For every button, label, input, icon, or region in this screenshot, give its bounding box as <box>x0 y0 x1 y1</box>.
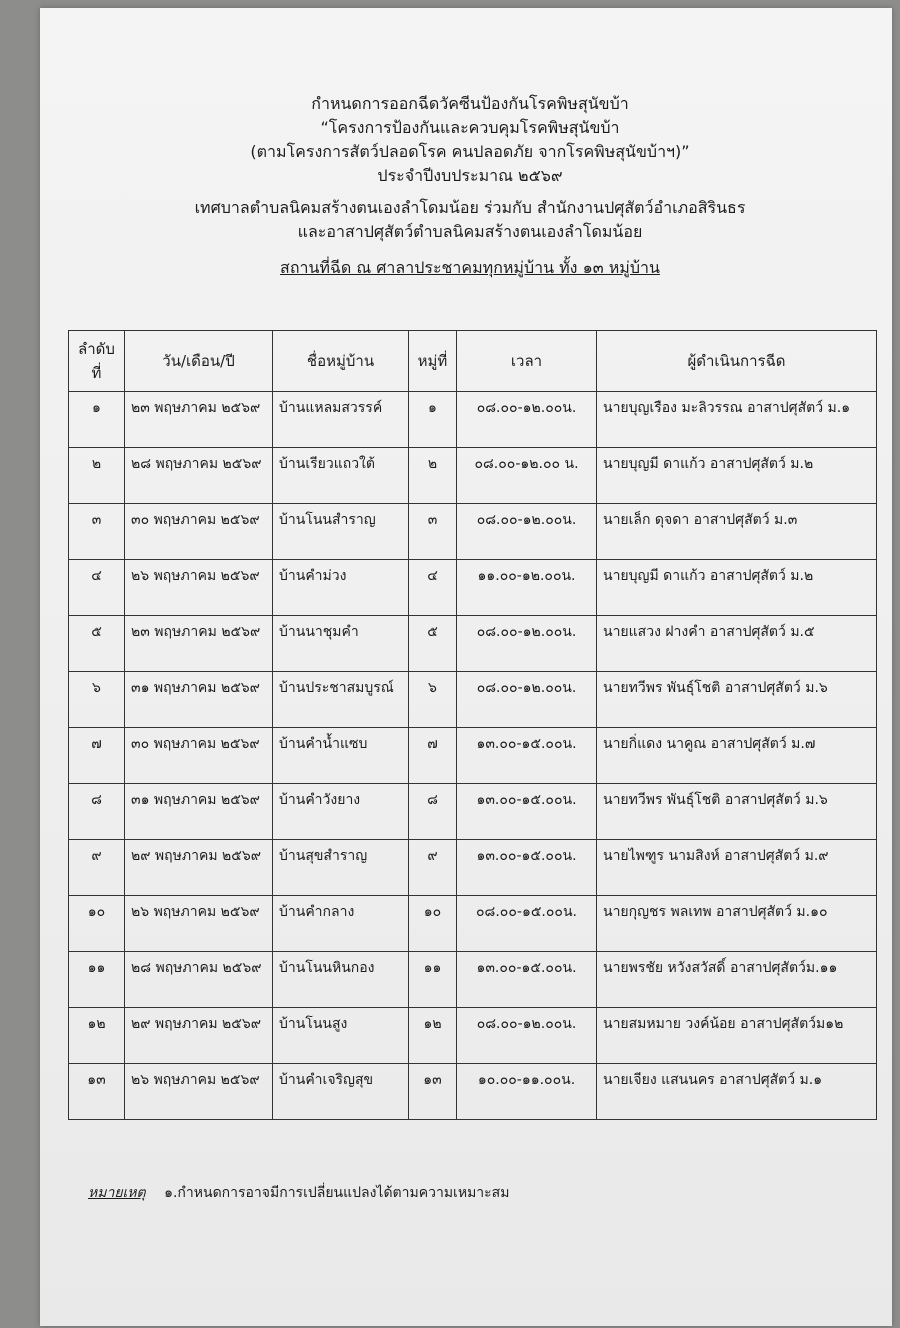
column-header-moo: หมู่ที่ <box>409 331 457 392</box>
cell-operator: นายสมหมาย วงค์น้อย อาสาปศุสัตว์ม๑๒ <box>597 1008 877 1064</box>
remark-text: ๑.กำหนดการอาจมีการเปลี่ยนแปลงได้ตามความเหมาะสม <box>164 1185 510 1201</box>
cell-date: ๒๓ พฤษภาคม ๒๕๖๙ <box>125 616 273 672</box>
document-header <box>150 92 790 280</box>
table-row <box>69 560 877 616</box>
cell-moo: ๑๒ <box>409 1008 457 1064</box>
cell-order: ๑๒ <box>69 1008 125 1064</box>
title-line: กำหนดการออกฉีดวัคซีนป้องกันโรคพิษสุนัขบ้า <box>311 94 629 113</box>
remark-label: หมายเหตุ <box>88 1185 146 1201</box>
cell-village: บ้านคำกลาง <box>273 896 409 952</box>
table-row <box>69 616 877 672</box>
cell-village: บ้านคำน้ำแซบ <box>273 728 409 784</box>
cell-time: ๐๘.๐๐-๑๒.๐๐ น. <box>457 448 597 504</box>
cell-village: บ้านโนนสำราญ <box>273 504 409 560</box>
cell-time: ๐๘.๐๐-๑๕.๐๐น. <box>457 896 597 952</box>
cell-time: ๑๓.๐๐-๑๕.๐๐น. <box>457 952 597 1008</box>
cell-operator: นายบุญมี ดาแก้ว อาสาปศุสัตว์ ม.๒ <box>597 448 877 504</box>
cell-operator: นายเล็ก ดุจดา อาสาปศุสัตว์ ม.๓ <box>597 504 877 560</box>
cell-time: ๑๐.๐๐-๑๑.๐๐น. <box>457 1064 597 1120</box>
cell-operator: นายแสวง ฝางคำ อาสาปศุสัตว์ ม.๕ <box>597 616 877 672</box>
column-header-order: ลำดับที่ <box>69 331 125 392</box>
cell-village: บ้านนาชุมคำ <box>273 616 409 672</box>
cell-date: ๓๑ พฤษภาคม ๒๕๖๙ <box>125 672 273 728</box>
cell-order: ๗ <box>69 728 125 784</box>
cell-operator: นายไพฑูร นามสิงห์ อาสาปศุสัตว์ ม.๙ <box>597 840 877 896</box>
cell-village: บ้านโนนสูง <box>273 1008 409 1064</box>
cell-order: ๔ <box>69 560 125 616</box>
organizer-subline: และอาสาปศุสัตว์ตำบลนิคมสร้างตนเองลำโดมน้อย <box>297 222 643 241</box>
cell-moo: ๕ <box>409 616 457 672</box>
cell-village: บ้านคำม่วง <box>273 560 409 616</box>
cell-moo: ๒ <box>409 448 457 504</box>
cell-date: ๒๙ พฤษภาคม ๒๕๖๙ <box>125 840 273 896</box>
cell-moo: ๑๐ <box>409 896 457 952</box>
cell-date: ๓๐ พฤษภาคม ๒๕๖๙ <box>125 728 273 784</box>
cell-order: ๘ <box>69 784 125 840</box>
table-row <box>69 952 877 1008</box>
cell-village: บ้านสุขสำราญ <box>273 840 409 896</box>
cell-time: ๐๘.๐๐-๑๒.๐๐น. <box>457 1008 597 1064</box>
remark <box>88 1182 509 1204</box>
cell-village: บ้านประชาสมบูรณ์ <box>273 672 409 728</box>
cell-moo: ๓ <box>409 504 457 560</box>
cell-order: ๖ <box>69 672 125 728</box>
cell-order: ๓ <box>69 504 125 560</box>
cell-moo: ๑๓ <box>409 1064 457 1120</box>
cell-time: ๐๘.๐๐-๑๒.๐๐น. <box>457 616 597 672</box>
cell-date: ๒๘ พฤษภาคม ๒๕๖๙ <box>125 448 273 504</box>
cell-village: บ้านโนนหินกอง <box>273 952 409 1008</box>
cell-date: ๒๘ พฤษภาคม ๒๕๖๙ <box>125 952 273 1008</box>
cell-order: ๒ <box>69 448 125 504</box>
cell-operator: นายกิ่แดง นาคูณ อาสาปศุสัตว์ ม.๗ <box>597 728 877 784</box>
column-header-time: เวลา <box>457 331 597 392</box>
cell-time: ๑๑.๐๐-๑๒.๐๐น. <box>457 560 597 616</box>
cell-moo: ๔ <box>409 560 457 616</box>
fiscal-year-line: ประจำปีงบประมาณ ๒๕๖๙ <box>377 166 563 185</box>
cell-order: ๑ <box>69 392 125 448</box>
organizer-line: เทศบาลตำบลนิคมสร้างตนเองลำโดมน้อย ร่วมกับ สำนักงานปศุสัตว์อำเภอสิรินธร <box>194 198 746 217</box>
cell-order: ๙ <box>69 840 125 896</box>
cell-moo: ๘ <box>409 784 457 840</box>
cell-moo: ๑ <box>409 392 457 448</box>
cell-moo: ๖ <box>409 672 457 728</box>
table-row <box>69 448 877 504</box>
cell-time: ๑๓.๐๐-๑๕.๐๐น. <box>457 728 597 784</box>
cell-order: ๕ <box>69 616 125 672</box>
cell-moo: ๑๑ <box>409 952 457 1008</box>
project-line: “โครงการป้องกันและควบคุมโรคพิษสุนัขบ้า <box>320 118 620 137</box>
table-header-row <box>69 331 877 392</box>
cell-moo: ๙ <box>409 840 457 896</box>
cell-date: ๒๖ พฤษภาคม ๒๕๖๙ <box>125 1064 273 1120</box>
cell-date: ๒๖ พฤษภาคม ๒๕๖๙ <box>125 560 273 616</box>
cell-date: ๒๖ พฤษภาคม ๒๕๖๙ <box>125 896 273 952</box>
cell-moo: ๗ <box>409 728 457 784</box>
table-row <box>69 784 877 840</box>
cell-operator: นายพรชัย หวังสวัสดิ์ อาสาปศุสัตว์ม.๑๑ <box>597 952 877 1008</box>
cell-time: ๐๘.๐๐-๑๒.๐๐น. <box>457 392 597 448</box>
cell-time: ๑๓.๐๐-๑๕.๐๐น. <box>457 784 597 840</box>
table-row <box>69 728 877 784</box>
cell-order: ๑๓ <box>69 1064 125 1120</box>
table-row <box>69 672 877 728</box>
cell-village: บ้านคำเจริญสุข <box>273 1064 409 1120</box>
cell-operator: นายเจียง แสนนคร อาสาปศุสัตว์ ม.๑ <box>597 1064 877 1120</box>
cell-village: บ้านเรียวแถวใต้ <box>273 448 409 504</box>
table-row <box>69 896 877 952</box>
schedule-table <box>68 330 877 1120</box>
cell-operator: นายทวีพร พันธุ์โชติ อาสาปศุสัตว์ ม.๖ <box>597 784 877 840</box>
cell-village: บ้านแหลมสวรรค์ <box>273 392 409 448</box>
project-subline: (ตามโครงการสัตว์ปลอดโรค คนปลอดภัย จากโรคพิษสุนัขบ้าฯ)” <box>250 142 690 161</box>
cell-date: ๒๓ พฤษภาคม ๒๕๖๙ <box>125 392 273 448</box>
column-header-date: วัน/เดือน/ปี <box>125 331 273 392</box>
cell-date: ๓๐ พฤษภาคม ๒๕๖๙ <box>125 504 273 560</box>
cell-operator: นายกุญชร พลเทพ อาสาปศุสัตว์ ม.๑๐ <box>597 896 877 952</box>
cell-order: ๑๑ <box>69 952 125 1008</box>
cell-time: ๐๘.๐๐-๑๒.๐๐น. <box>457 504 597 560</box>
cell-operator: นายทวีพร พันธุ์โชติ อาสาปศุสัตว์ ม.๖ <box>597 672 877 728</box>
cell-time: ๐๘.๐๐-๑๒.๐๐น. <box>457 672 597 728</box>
table-row <box>69 1064 877 1120</box>
cell-operator: นายบุญเรือง มะลิวรรณ อาสาปศุสัตว์ ม.๑ <box>597 392 877 448</box>
column-header-operator: ผู้ดำเนินการฉีด <box>597 331 877 392</box>
cell-date: ๒๙ พฤษภาคม ๒๕๖๙ <box>125 1008 273 1064</box>
cell-time: ๑๓.๐๐-๑๕.๐๐น. <box>457 840 597 896</box>
cell-operator: นายบุญมี ดาแก้ว อาสาปศุสัตว์ ม.๒ <box>597 560 877 616</box>
table-row <box>69 840 877 896</box>
cell-order: ๑๐ <box>69 896 125 952</box>
location-line: สถานที่ฉีด ณ ศาลาประชาคมทุกหมู่บ้าน ทั้ง ๑๓ หมู่บ้าน <box>280 258 660 277</box>
column-header-village: ชื่อหมู่บ้าน <box>273 331 409 392</box>
table-row <box>69 392 877 448</box>
cell-date: ๓๑ พฤษภาคม ๒๕๖๙ <box>125 784 273 840</box>
cell-village: บ้านคำวังยาง <box>273 784 409 840</box>
table-row <box>69 504 877 560</box>
table-row <box>69 1008 877 1064</box>
